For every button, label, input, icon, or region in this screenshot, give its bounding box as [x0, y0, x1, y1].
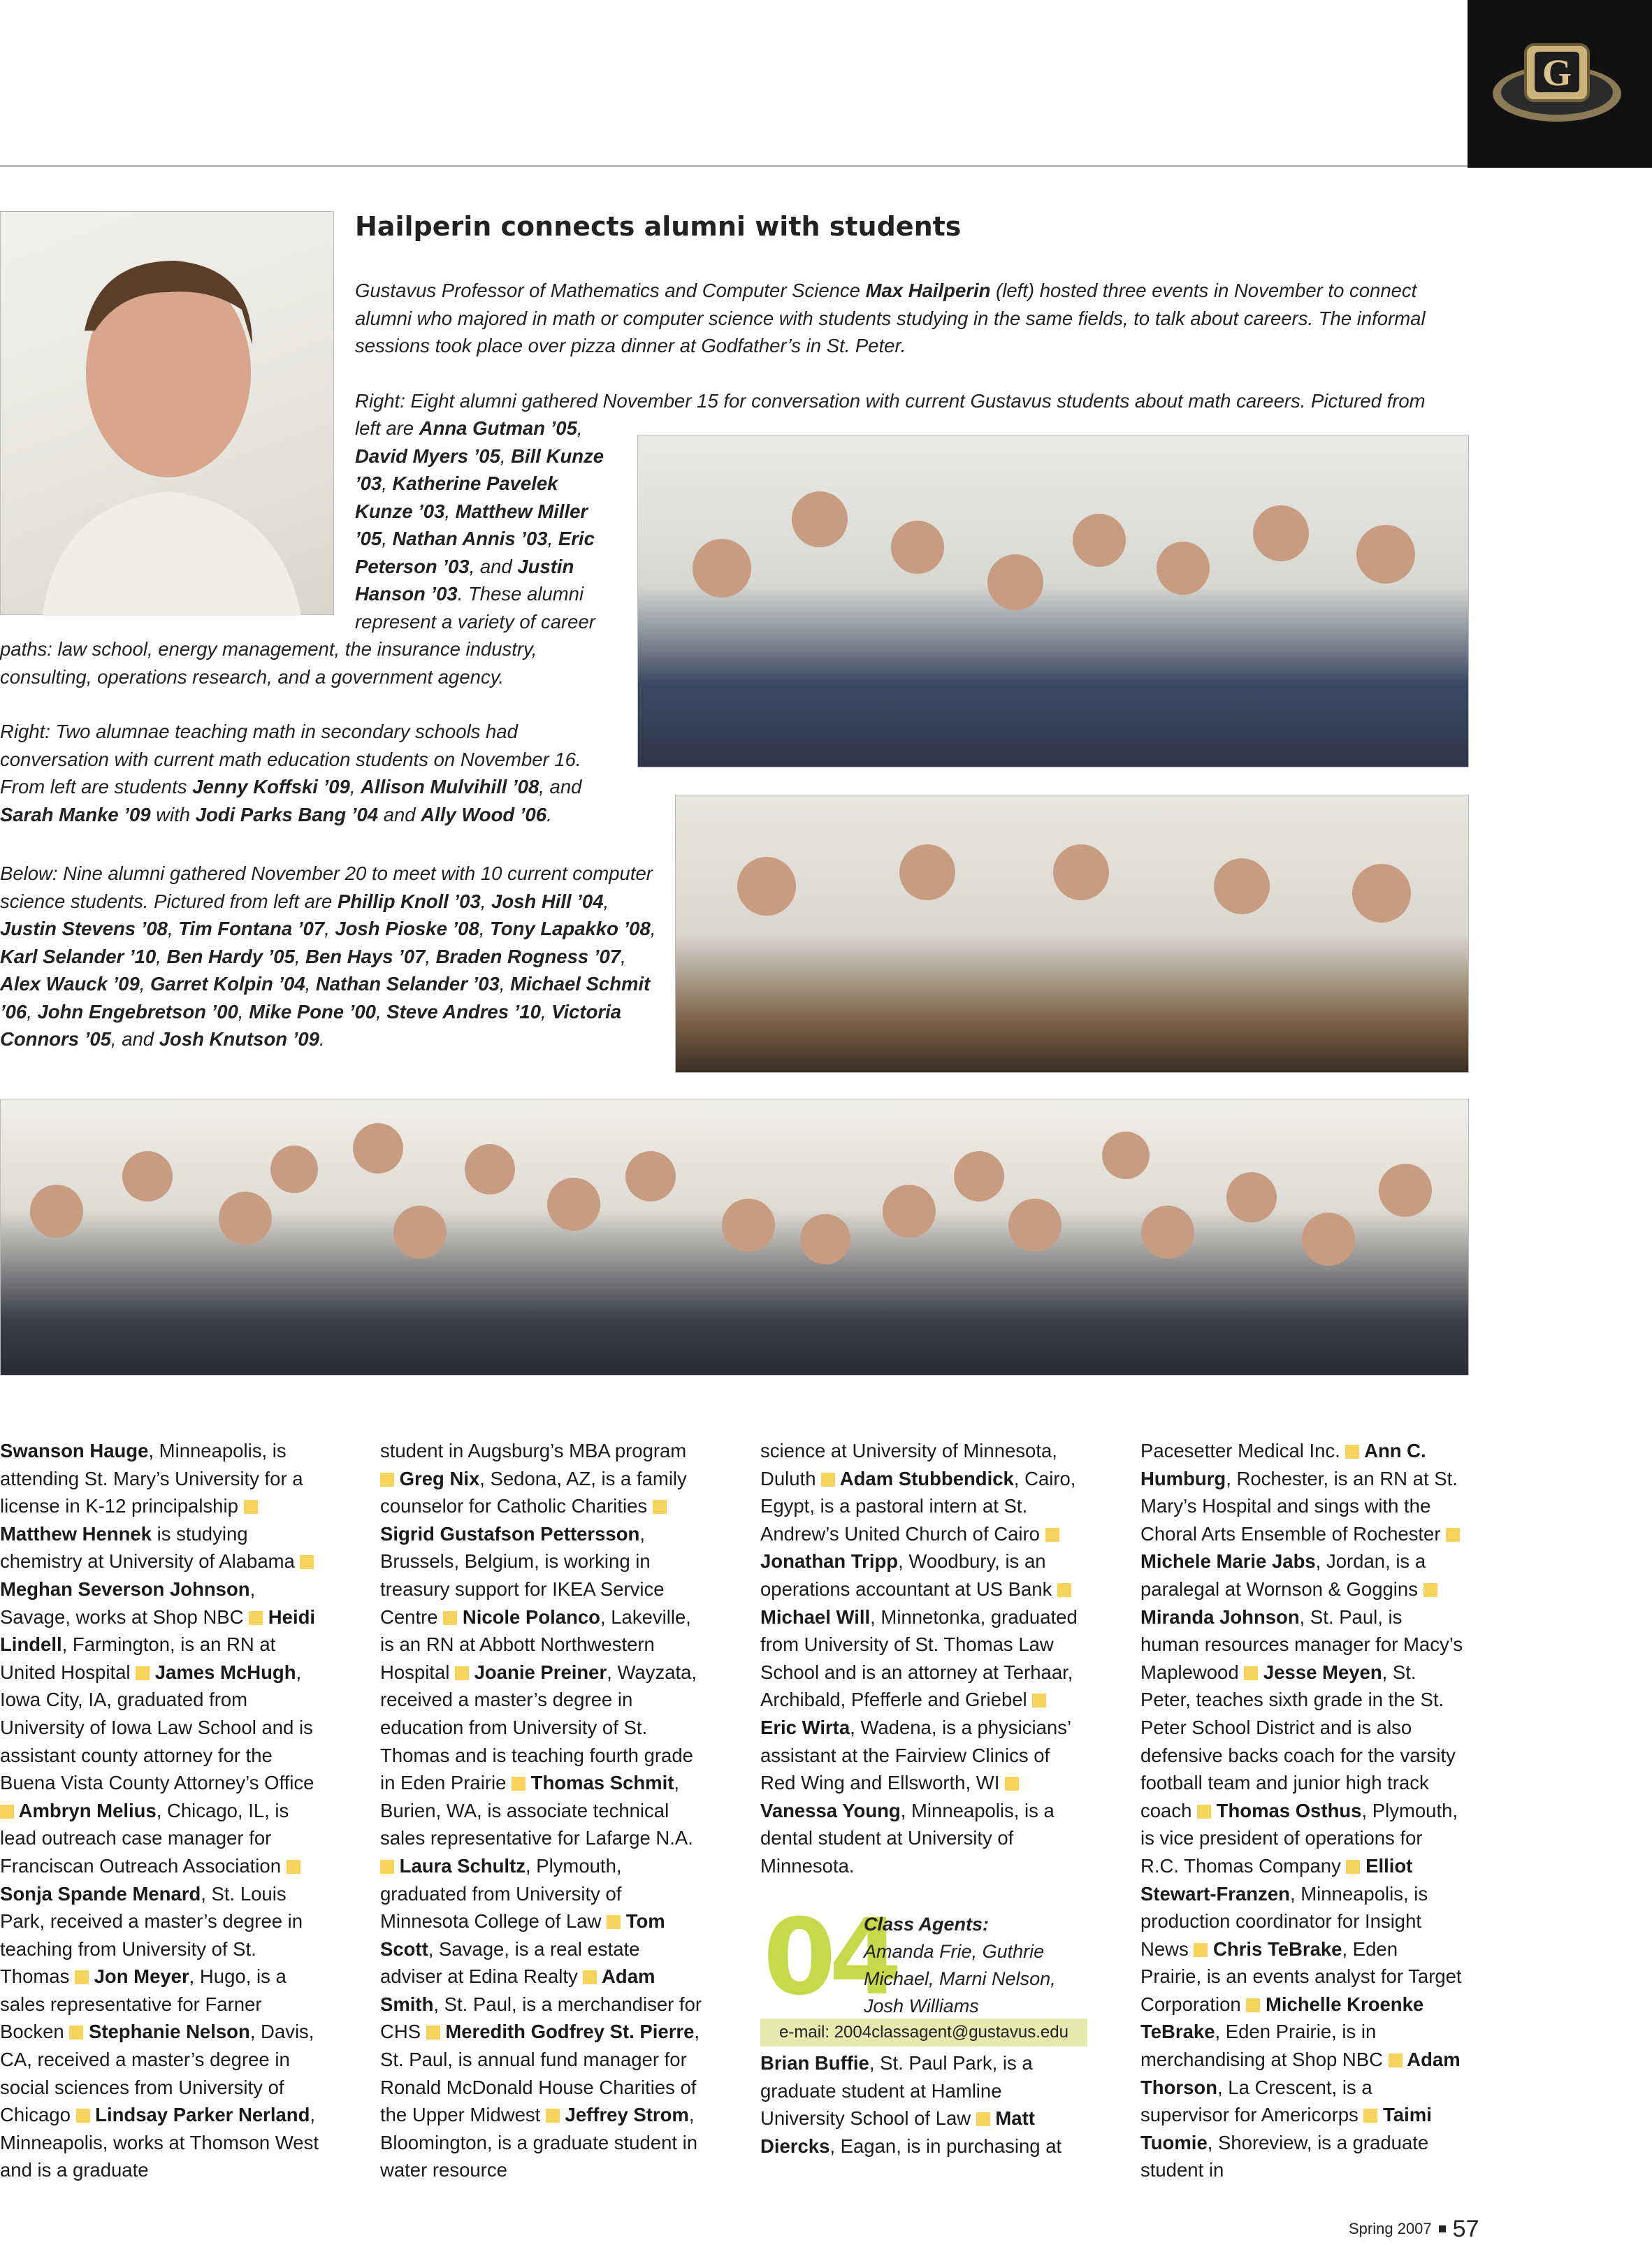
person-name: Adam Smith	[380, 1965, 655, 2015]
text-run: left are	[355, 417, 419, 439]
caption-eight-alumni-names	[355, 414, 607, 635]
bullet-square-icon	[1244, 1666, 1258, 1680]
text-run: , St. Peter, teaches sixth grade in the St. Peter School District and is also defensive backs coach for the varsity football team and junior high track coach	[1140, 1661, 1456, 1821]
person-name: Alex Wauck ’09	[0, 973, 140, 995]
person-name: Max Hailperin	[865, 280, 991, 301]
bullet-square-icon	[821, 1473, 835, 1487]
bullet-square-icon	[287, 1860, 300, 1874]
class-agents-names: Amanda Frie, Guthrie Michael, Marni Nelson, Josh Williams	[864, 1941, 1056, 2016]
text-run: ,	[382, 528, 393, 549]
person-name: Heidi Lindell	[0, 1605, 316, 1656]
text-run: , Savage, works at Shop NBC	[0, 1578, 256, 1628]
person-name: Jenny Koffski ’09	[192, 776, 350, 797]
math-careers-group-photo	[637, 435, 1469, 767]
text-run: ,	[499, 973, 511, 995]
page-footer	[1349, 2216, 1479, 2243]
person-name: Mike Pone ’00	[249, 1000, 376, 1023]
text-run: ,	[500, 445, 512, 467]
text-run: .	[319, 1028, 325, 1050]
caption-two-alumnae	[0, 718, 615, 828]
bullet-square-icon	[1363, 2109, 1377, 2123]
text-run: Below: Nine alumni gathered November 20 to meet with 10 current computer science students. Pictured from left are	[0, 862, 653, 912]
caption-eight-alumni: Right: Eight alumni gathered November 15 for conversation with current Gustavus students about math careers. Pictured from	[355, 390, 1426, 412]
page-number: 57	[1452, 2216, 1479, 2242]
person-name: Jeffrey Strom	[559, 2104, 689, 2126]
text-run: ,	[238, 1000, 249, 1023]
person-name: Ann C. Humburg	[1140, 1440, 1426, 1489]
person-name: Steve Andres ’10	[386, 1000, 541, 1023]
text-run: , Savage, is a real estate adviser at Edina Realty	[380, 1937, 640, 1988]
bullet-square-icon	[455, 1666, 469, 1680]
text-run: (left) hosted three events in November to connect alumni who majored in math or computer science with students studying in the same fields, to talk about careers. The informal sessions took place over pizza dinner at Godfather’s in St. Peter.	[355, 280, 1426, 356]
person-name: Justin Stevens ’08	[0, 918, 168, 939]
svg-text:G: G	[1542, 52, 1572, 94]
person-name: Taimi Tuomie	[1140, 2104, 1432, 2153]
person-name: James McHugh	[150, 1661, 296, 1683]
text-run: Pacesetter Medical Inc.	[1140, 1440, 1346, 1461]
person-name: Ben Hays ’07	[305, 945, 426, 967]
text-run: , Lakeville, is an RN at Abbott Northwestern Hospital	[380, 1605, 691, 1683]
bullet-square-icon	[1389, 2053, 1403, 2067]
person-name: Adam Thorson	[1140, 2049, 1461, 2098]
bullet-square-icon	[1345, 1445, 1359, 1459]
text-run: ,	[305, 973, 316, 995]
bullet-square-icon	[244, 1500, 258, 1514]
text-run: , Rochester, is an RN at St. Mary’s Hospital and sings with the Choral Arts Ensemble of Rochester	[1140, 1467, 1458, 1545]
person-name: Josh Hill ’04	[491, 890, 604, 912]
text-run: , St. Paul, is human resources manager for Macy’s Maplewood	[1140, 1605, 1463, 1683]
footer-separator-icon	[1439, 2225, 1446, 2232]
person-name: Miranda Johnson	[1140, 1605, 1300, 1628]
text-run: student in Augsburg’s MBA program	[380, 1440, 687, 1461]
text-run: ,	[167, 918, 179, 939]
text-run: , Minneapolis, is production coordinator for Insight News	[1140, 1882, 1428, 1960]
bullet-square-icon	[1057, 1583, 1071, 1597]
person-name: Phillip Knoll ’03	[338, 890, 481, 912]
person-name: Matt Diercks	[760, 2107, 1035, 2157]
bullet-square-icon	[1194, 1943, 1208, 1957]
person-name: Tony Lapakko ’08	[490, 918, 651, 939]
text-run: .	[546, 803, 552, 825]
text-run: , Chicago, IL, is lead outreach case manager for Franciscan Outreach Association	[0, 1799, 289, 1877]
text-run: , Burien, WA, is associate technical sales representative for Lafarge N.A.	[380, 1772, 693, 1849]
person-name: Sigrid Gustafson Pettersson	[380, 1522, 640, 1545]
bullet-square-icon	[0, 1805, 14, 1819]
text-run: , La Crescent, is a supervisor for Americorps	[1140, 2076, 1372, 2126]
person-name: Chris TeBrake	[1208, 1937, 1342, 1960]
text-run: , Woodbury, is an operations accountant at US Bank	[760, 1550, 1057, 1600]
person-name: Nathan Selander ’03	[315, 973, 500, 995]
text-run: , Iowa City, IA, graduated from University of Iowa Law School and is assistant county attorney for the Buena Vista County Attorney’s Office	[0, 1661, 314, 1794]
text-run: science at University of Minnesota, Duluth	[760, 1440, 1057, 1489]
text-run: , Minneapolis, is a dental student at University of Minnesota.	[760, 1799, 1055, 1877]
class-notes-column-4	[1140, 1437, 1463, 2184]
person-name: Josh Knutson ’09	[159, 1028, 319, 1050]
text-run: ,	[425, 945, 436, 967]
person-name: Jodi Parks Bang ’04	[195, 803, 379, 825]
text-run: ,	[27, 1000, 38, 1023]
text-run: ,	[375, 1000, 387, 1023]
bullet-square-icon	[546, 2109, 560, 2123]
bullet-square-icon	[512, 1777, 526, 1791]
bullet-square-icon	[1045, 1528, 1059, 1542]
class-notes-04-entries	[760, 2049, 1083, 2160]
article-title: Hailperin connects alumni with students	[355, 211, 962, 242]
footer-season: Spring 2007	[1349, 2220, 1432, 2237]
caption-nine-alumni	[0, 860, 657, 1053]
group-silhouettes-icon	[638, 435, 1470, 768]
text-run: , Brussels, Belgium, is working in treasury support for IKEA Service Centre	[380, 1522, 665, 1628]
portrait-photo	[0, 211, 334, 615]
text-run: , and	[469, 555, 518, 577]
text-run: , Bloomington, is a graduate student in water resource	[380, 2104, 698, 2181]
text-run: , Minnetonka, graduated from University of St. Thomas Law School and is an attorney at Terhaar, Archibald, Pfefferle and Griebel	[760, 1605, 1078, 1711]
text-run: , and	[539, 776, 582, 797]
person-name: Elliot Stewart-Franzen	[1140, 1854, 1413, 1905]
caption-eight-alumni-end: paths: law school, energy management, the insurance industry, consulting, operations research, and a government agency.	[0, 638, 537, 688]
header-rule	[0, 165, 1468, 167]
bullet-square-icon	[69, 2026, 83, 2040]
person-name: Ambryn Melius	[14, 1799, 157, 1821]
text-run: ,	[577, 417, 583, 439]
person-name: Michael Will	[760, 1605, 871, 1628]
text-run: , Davis, CA, received a master’s degree in social sciences from University of Chicago	[0, 2021, 314, 2126]
person-name: Thomas Osthus	[1211, 1799, 1362, 1821]
class-notes-column-3	[760, 1437, 1083, 1880]
person-name: Vanessa Young	[760, 1799, 901, 1821]
bullet-square-icon	[300, 1555, 314, 1569]
bullet-square-icon	[1032, 1694, 1046, 1708]
bullet-square-icon	[1346, 1860, 1360, 1874]
computer-science-group-photo	[0, 1099, 1469, 1376]
person-name: Sonja Spande Menard	[0, 1882, 201, 1905]
person-name: Karl Selander ’10	[0, 945, 157, 967]
person-name: Ally Wood ’06	[421, 803, 547, 825]
class-notes-column-2	[380, 1437, 703, 2184]
person-name: Nicole Polanco	[457, 1605, 600, 1628]
class-agent-email[interactable]: e-mail: 2004classagent@gustavus.edu	[760, 2019, 1087, 2047]
person-name: Anna Gutman ’05	[419, 417, 577, 439]
text-run: ,	[650, 918, 656, 939]
text-run: , Minneapolis, is attending St. Mary’s University for a license in K-12 principalship	[0, 1440, 303, 1517]
math-education-group-photo	[675, 795, 1469, 1073]
person-name: Lindsay Parker Nerland	[89, 2104, 310, 2126]
text-run: , Hugo, is a sales representative for Farner Bocken	[0, 1965, 287, 2043]
bullet-square-icon	[1246, 1998, 1260, 2012]
person-name: Tom Scott	[380, 1910, 665, 1960]
class-ring-logo-icon	[1487, 32, 1627, 137]
person-name: Nathan Annis ’03	[392, 528, 548, 549]
bullet-square-icon	[1005, 1777, 1019, 1791]
bullet-square-icon	[653, 1500, 667, 1514]
text-run: , Farmington, is an RN at United Hospital	[0, 1633, 276, 1683]
group-silhouettes-icon-2	[676, 795, 1470, 1074]
text-run: ,	[294, 945, 306, 967]
person-name: Matthew Hennek	[0, 1522, 152, 1545]
person-name: Sarah Manke ’09	[0, 803, 151, 825]
person-name: Bill Kunze ’03	[355, 445, 604, 494]
person-name: Swanson Hauge	[0, 1440, 149, 1461]
person-name: Justin Hanson ’03	[355, 555, 574, 605]
text-run: ,	[444, 500, 456, 522]
group-silhouettes-icon-3	[1, 1099, 1470, 1376]
person-name: Meredith Godfrey St. Pierre	[440, 2021, 695, 2043]
person-name: Michelle Kroenke TeBrake	[1140, 1993, 1424, 2043]
bullet-square-icon	[607, 1915, 621, 1929]
text-run: ,	[547, 528, 558, 549]
text-run: , Shoreview, is a graduate student in	[1140, 2131, 1429, 2181]
person-name: Greg Nix	[394, 1467, 480, 1489]
bullet-square-icon	[1197, 1805, 1211, 1819]
text-run: . These alumni represent a variety of career	[355, 583, 595, 633]
person-name: Victoria Connors ’05	[0, 1000, 622, 1050]
text-run: , Wadena, is a physicians’ assistant at the Fairview Clinics of Red Wing and Ellsworth, WI	[760, 1716, 1071, 1794]
bullet-square-icon	[136, 1666, 150, 1680]
class-agents-heading: Class Agents:	[864, 1914, 990, 1935]
text-run: , Sedona, AZ, is a family counselor for Catholic Charities	[380, 1467, 687, 1517]
text-run: , Eagan, is in purchasing at	[829, 2135, 1062, 2157]
text-run: , Wayzata, received a master’s degree in education from University of St. Thomas and is teaching fourth grade in Eden Prairie	[380, 1661, 697, 1794]
person-name: Thomas Schmit	[526, 1772, 674, 1794]
person-name: John Engebretson ’00	[37, 1000, 238, 1023]
text-run: , Eden Prairie, is in merchandising at Shop NBC	[1140, 2021, 1389, 2071]
person-name: Brian Buffie	[760, 2052, 869, 2074]
person-name: Jesse Meyen	[1258, 1661, 1382, 1683]
person-name: Allison Mulvihill ’08	[361, 776, 539, 797]
bullet-square-icon	[76, 2109, 90, 2123]
text-run: , Jordan, is a paralegal at Wornson & Goggins	[1140, 1550, 1426, 1600]
text-run: , and	[110, 1028, 159, 1050]
text-run: ,	[603, 890, 609, 912]
bullet-square-icon	[976, 2112, 990, 2126]
text-run: ,	[324, 918, 335, 939]
bullet-square-icon	[249, 1611, 263, 1625]
text-run: ,	[139, 973, 151, 995]
text-run: , St. Paul, is a merchandiser for CHS	[380, 1993, 702, 2043]
text-run: Right: Two alumnae teaching math in secondary schools had conversation with current math education students on November 16. From left are students	[0, 721, 581, 797]
bullet-square-icon	[1423, 1583, 1437, 1597]
text-run: , St. Paul Park, is a graduate student at Hamline University School of Law	[760, 2052, 1033, 2130]
person-name: David Myers ’05	[355, 445, 500, 467]
person-name: Jon Meyer	[88, 1965, 189, 1988]
class-agents	[864, 1911, 1094, 2020]
text-run: ,	[480, 890, 492, 912]
person-name: Joanie Preiner	[469, 1661, 607, 1683]
class-year-04: 04	[763, 1897, 895, 2019]
bullet-square-icon	[1446, 1528, 1460, 1542]
text-run: Gustavus Professor of Mathematics and Computer Science	[355, 280, 866, 301]
text-run: ,	[621, 945, 626, 967]
portrait-figure-icon	[1, 212, 335, 616]
text-run: ,	[382, 472, 393, 494]
text-run: , St. Louis Park, received a master’s degree in teaching from University of St. Thomas	[0, 1882, 303, 1988]
person-name: Laura Schultz	[394, 1854, 526, 1877]
person-name: Garret Kolpin ’04	[150, 973, 305, 995]
text-run: , Eden Prairie, is an events analyst for Target Corporation	[1140, 1937, 1462, 2015]
text-run: ,	[349, 776, 361, 797]
text-run: , Plymouth, is vice president of operations for R.C. Thomas Company	[1140, 1799, 1458, 1877]
person-name: Ben Hardy ’05	[166, 945, 295, 967]
text-run: ,	[479, 918, 491, 939]
person-name: Michele Marie Jabs	[1140, 1550, 1316, 1573]
person-name: Jonathan Tripp	[760, 1550, 899, 1573]
person-name: Tim Fontana ’07	[178, 918, 325, 939]
person-name: Katherine Pavelek Kunze ’03	[355, 472, 558, 522]
text-run: ,	[156, 945, 167, 967]
bullet-square-icon	[380, 1860, 394, 1874]
bullet-square-icon	[583, 1970, 597, 1984]
bullet-square-icon	[426, 2026, 440, 2040]
person-name: Eric Wirta	[760, 1716, 850, 1738]
person-name: Braden Rogness ’07	[435, 945, 621, 967]
text-run: , Minneapolis, works at Thomson West and is a graduate	[0, 2104, 319, 2181]
person-name: Matthew Miller ’05	[355, 500, 588, 549]
article-intro	[355, 277, 1459, 360]
person-name: Meghan Severson Johnson	[0, 1578, 250, 1600]
text-run: ,	[540, 1000, 552, 1023]
bullet-square-icon	[75, 1970, 89, 1984]
person-name: Michael Schmit ’06	[0, 973, 651, 1023]
text-run: , Cairo, Egypt, is a pastoral intern at St. Andrew’s United Church of Cairo	[760, 1467, 1076, 1545]
text-run: , St. Paul, is annual fund manager for Ronald McDonald House Charities of the Upper Midwest	[380, 2021, 700, 2126]
class-notes-column-1	[0, 1437, 323, 2184]
bullet-square-icon	[380, 1473, 394, 1487]
bullet-square-icon	[443, 1611, 457, 1625]
person-name: Stephanie Nelson	[83, 2021, 250, 2043]
text-run: , Plymouth, graduated from University of Minnesota College of Law	[380, 1854, 622, 1933]
person-name: Eric Peterson ’03	[355, 528, 595, 577]
text-run: with	[150, 803, 196, 825]
person-name: Josh Pioske ’08	[335, 918, 479, 939]
text-run: and	[378, 803, 421, 825]
person-name: Adam Stubbendick	[835, 1467, 1014, 1489]
text-run: is studying chemistry at University of Alabama	[0, 1522, 300, 1573]
